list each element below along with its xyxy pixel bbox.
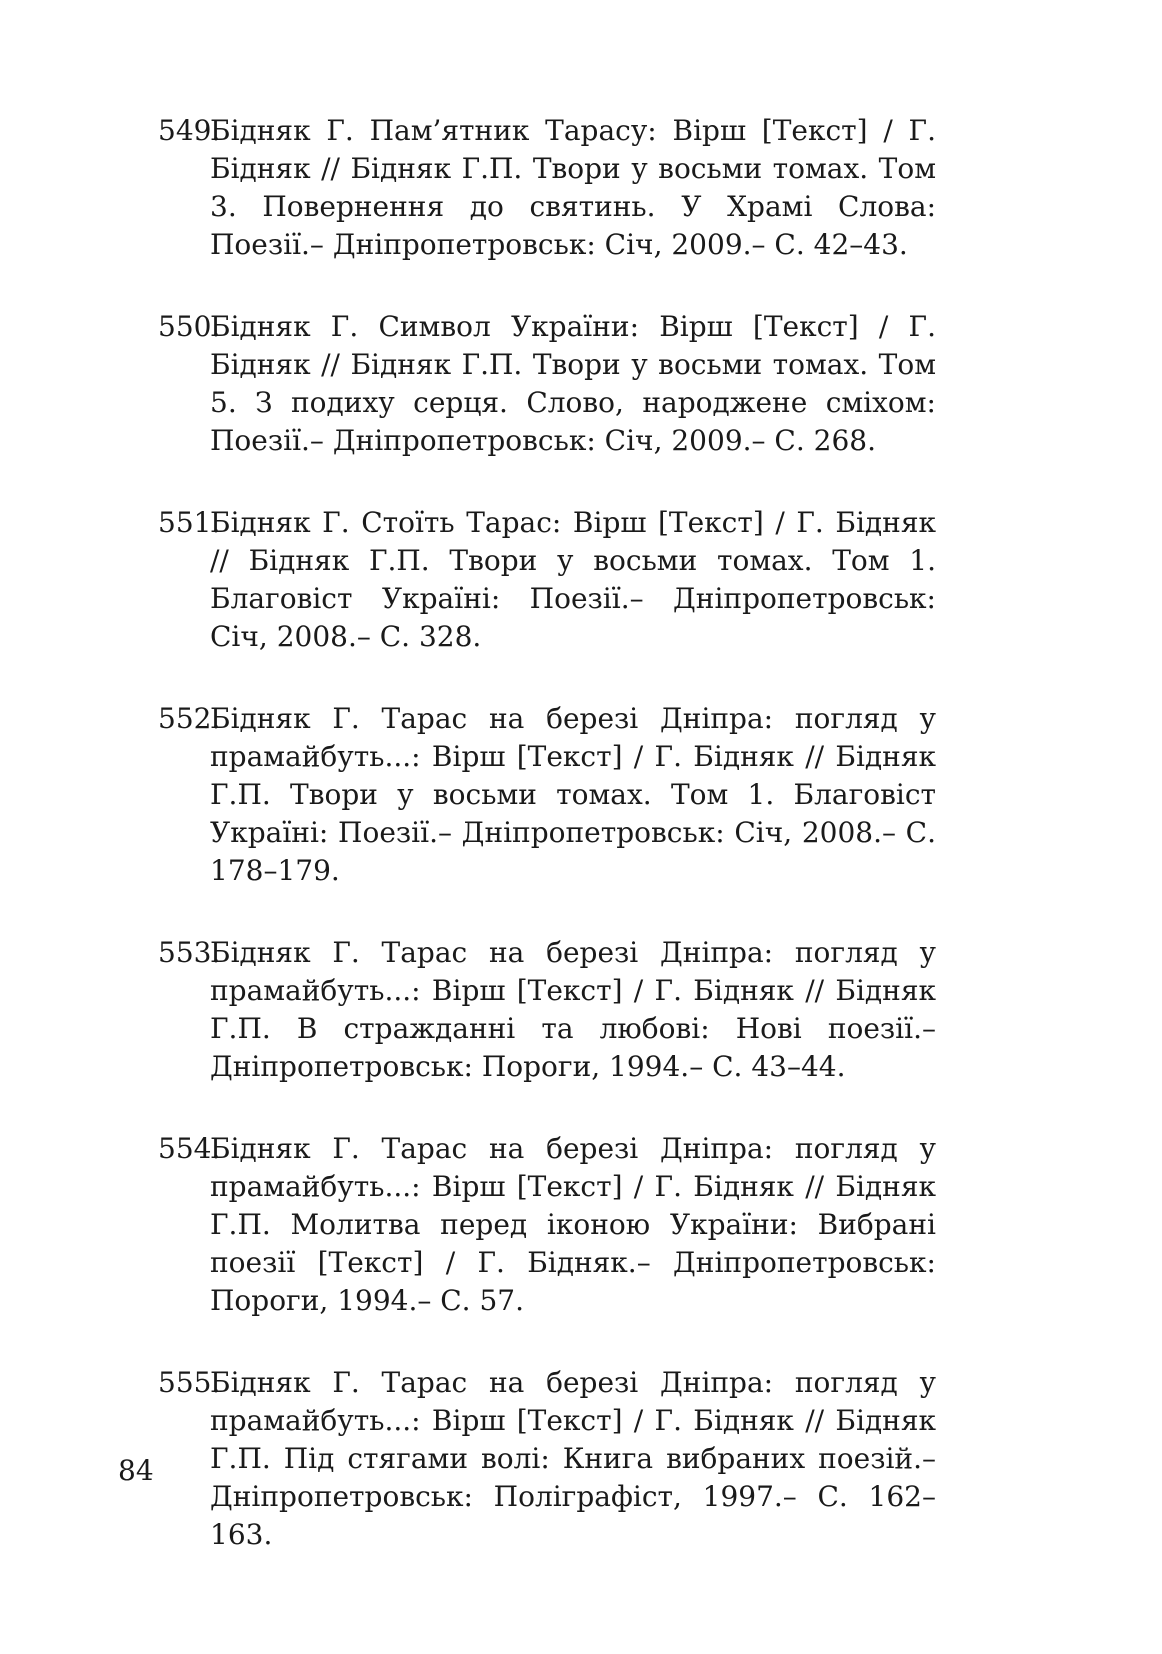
entry-number: 550. [158,310,221,343]
bibliography-list [158,112,936,1598]
entry-number: 552. [158,702,221,735]
entry-number: 554. [158,1132,221,1165]
entry-text: Бідняк Г. Тарас на березі Дніпра: погляд у прамайбуть...: Вірш [Текст] / Г. Бідняк // Бідняк Г.П. Молитва перед іконою України: Вибрані поезії [Текст] / Г. Бідняк.– Дніпропетровськ: Пороги, 1994.– С. 57. [210,1132,936,1317]
entry-text: Бідняк Г. Тарас на березі Дніпра: погляд у прамайбуть...: Вірш [Текст] / Г. Бідняк // Бідняк Г.П. В стражданні та любові: Нові поезії.– Дніпропетровськ: Пороги, 1994.– С. 43–44. [210,936,936,1083]
entry-number: 551. [158,506,221,539]
bibliography-entry [158,112,936,264]
bibliography-entry [158,504,936,656]
entry-number: 555. [158,1366,221,1399]
entry-number: 553. [158,936,221,969]
entry-text: Бідняк Г. Символ України: Вірш [Текст] / Г. Бідняк // Бідняк Г.П. Твори у восьми томах. Том 5. З подиху серця. Слово, народжене сміхом: Поезії.– Дніпропетровськ: Січ, 2009.– С. 268. [210,310,936,457]
bibliography-entry [158,308,936,460]
entry-text: Бідняк Г. Стоїть Тарас: Вірш [Текст] / Г. Бідняк // Бідняк Г.П. Твори у восьми томах. Том 1. Благовіст Україні: Поезії.– Дніпропетровськ: Січ, 2008.– С. 328. [210,506,936,653]
bibliography-entry [158,934,936,1086]
entry-text: Бідняк Г. Тарас на березі Дніпра: погляд у прамайбуть...: Вірш [Текст] / Г. Бідняк // Бідняк Г.П. Під стягами волі: Книга вибраних поезій.– Дніпропетровськ: Поліграфіст, 1997.– С. 162–163. [210,1366,936,1551]
bibliography-entry [158,1130,936,1320]
bibliography-entry [158,700,936,890]
page-number: 84 [118,1454,154,1487]
bibliography-entry [158,1364,936,1554]
entry-text: Бідняк Г. Пам’ятник Тарасу: Вірш [Текст] / Г. Бідняк // Бідняк Г.П. Твори у восьми томах. Том 3. Повернення до святинь. У Храмі Слова: Поезії.– Дніпропетровськ: Січ, 2009.– С. 42–43. [210,114,936,261]
entry-number: 549. [158,114,221,147]
entry-text: Бідняк Г. Тарас на березі Дніпра: погляд у прамайбуть...: Вірш [Текст] / Г. Бідняк // Бідняк Г.П. Твори у восьми томах. Том 1. Благовіст Україні: Поезії.– Дніпропетровськ: Січ, 2008.– С. 178–179. [210,702,936,887]
